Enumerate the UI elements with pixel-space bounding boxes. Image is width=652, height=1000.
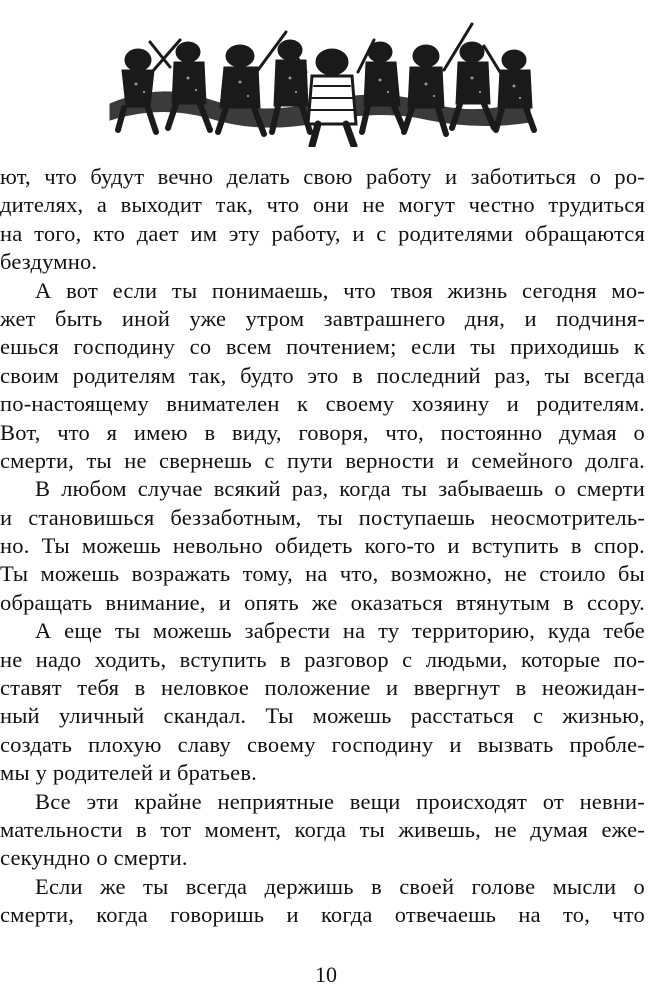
text-line: но. Ты можешь невольно обидеть кого-то и вступить в спор. — [0, 533, 645, 559]
text-line: ставят тебя в неловкое положение и ввергнут в неожидан- — [0, 675, 645, 701]
text-line: обращать внимание, и опять же оказаться втянутым в ссору. — [0, 589, 645, 615]
samurai-warriors-frieze-icon — [100, 12, 540, 147]
text-line: Вот, что я имею в виду, говоря, что, постоянно думая о — [0, 419, 645, 445]
text-line: А еще ты можешь забрести на ту территорию, куда тебе — [35, 618, 645, 644]
text-line: ешься господину со всем почтением; если ты приходишь к — [0, 334, 645, 360]
text-line: смерти, когда говоришь и когда отвечаешь на то, что — [0, 902, 645, 928]
text-line: ный уличный скандал. Ты можешь расстаться с жизнью, — [0, 703, 645, 729]
text-line: по-настоящему внимателен к своему хозяину и родителям. — [0, 391, 645, 417]
text-line: мательности в тот момент, когда ты живешь, не думая еже- — [0, 816, 645, 842]
text-line: Все эти крайне неприятные вещи происходят от невни- — [35, 788, 645, 814]
text-line: своим родителям так, будто это в последний раз, ты всегда — [0, 362, 645, 388]
body-text — [0, 163, 645, 930]
text-line: Ты можешь возражать тому, на что, возможно, не стоило бы — [0, 561, 645, 587]
text-line: А вот если ты понимаешь, что твоя жизнь сегодня мо- — [35, 277, 645, 303]
page-number: 10 — [315, 962, 337, 987]
text-line: создать плохую славу своему господину и вызвать пробле- — [0, 731, 645, 757]
text-line: не надо ходить, вступить в разговор с людьми, которые по- — [0, 646, 645, 672]
text-line: бездумно. — [0, 249, 98, 275]
text-line: ют, что будут вечно делать свою работу и заботиться о ро- — [0, 164, 645, 189]
text-line: смерти, ты не свернешь с пути верности и семейного долга. — [0, 447, 645, 473]
text-line: на того, кто дает им эту работу, и с родителями обращаются — [0, 220, 645, 246]
text-line: мы у родителей и братьев. — [0, 760, 257, 786]
text-line: Если же ты всегда держишь в своей голове мысли о — [35, 873, 645, 899]
text-line: секундно о смерти. — [0, 845, 188, 871]
text-line: жет быть иной уже утром завтрашнего дня, и подчиня- — [0, 305, 645, 331]
text-line: В любом случае всякий раз, когда ты забываешь о смерти — [35, 476, 645, 502]
text-line: и становишься беззаботным, ты поступаешь неосмотритель- — [0, 504, 645, 530]
text-line: дителях, а выходит так, что они не могут честно трудиться — [0, 192, 645, 218]
